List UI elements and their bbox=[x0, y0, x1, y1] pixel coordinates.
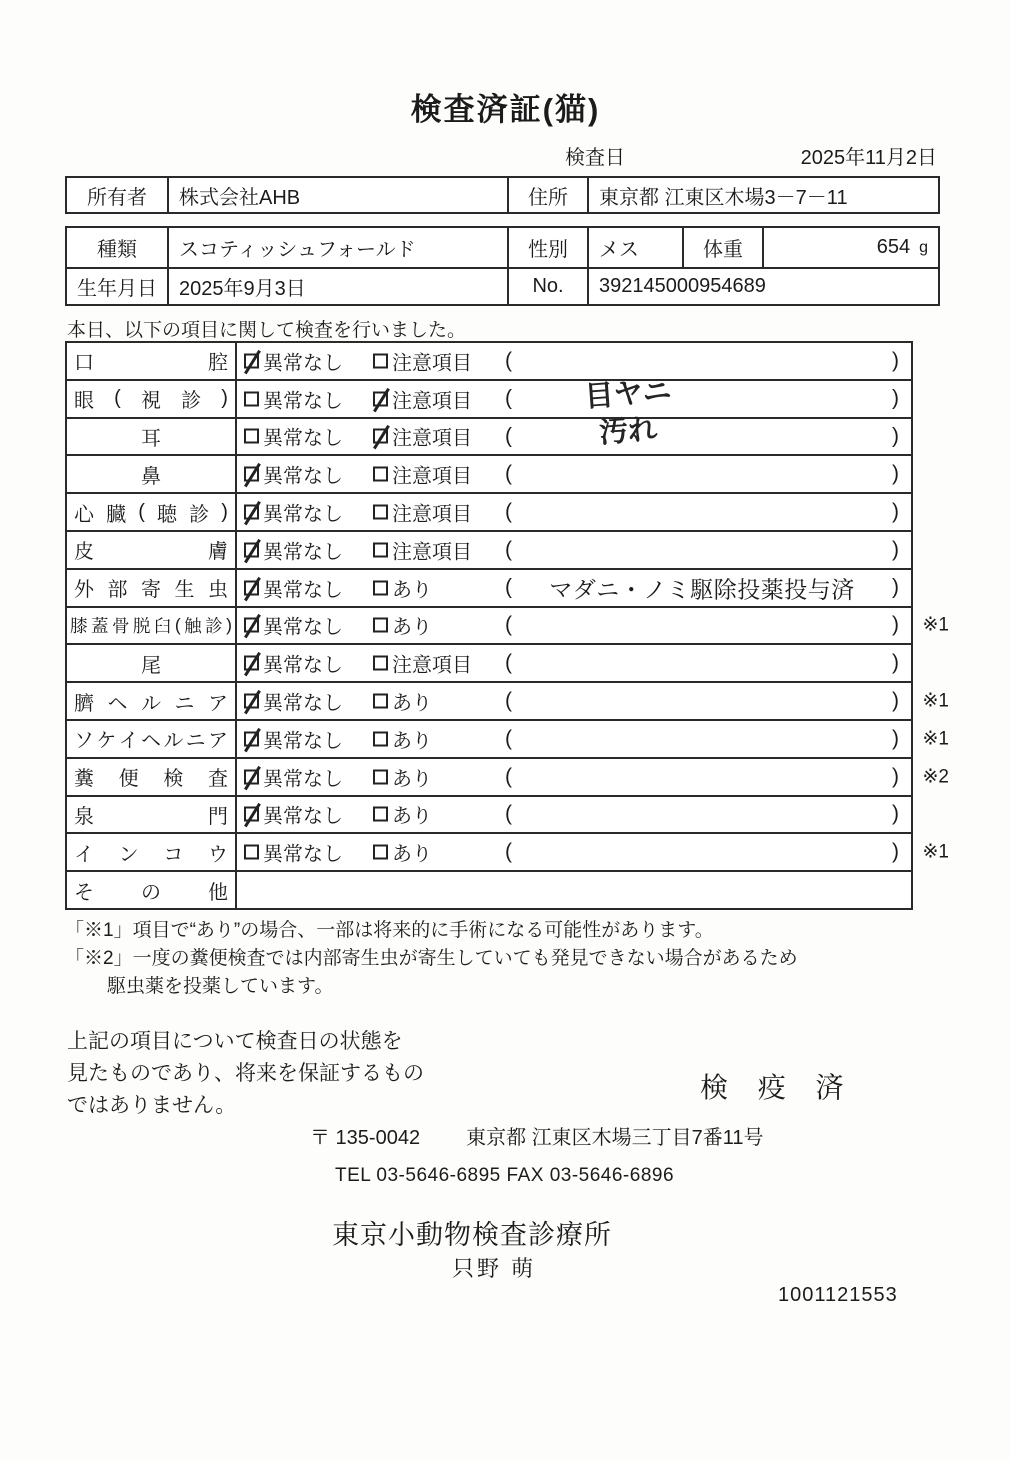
option-label: 異常なし bbox=[263, 616, 343, 639]
label-char: 蓋 bbox=[90, 615, 109, 636]
label-char: 鼻 bbox=[141, 465, 161, 488]
exam-row-content bbox=[237, 608, 911, 644]
remarks-field bbox=[505, 840, 899, 864]
checkbox-attention bbox=[373, 724, 432, 753]
pet-table bbox=[65, 226, 940, 306]
label-char: 診 bbox=[189, 503, 210, 526]
footnote-2: 「※2」一度の糞便検査では内部寄生虫が寄生していても発見できない場合があるため bbox=[65, 948, 798, 969]
exam-row-content bbox=[237, 759, 911, 795]
footnote-mark: ※1 bbox=[922, 690, 949, 712]
exam-row bbox=[67, 834, 949, 872]
close-paren: ) bbox=[892, 689, 899, 713]
option-label: あり bbox=[392, 805, 432, 828]
weight-value bbox=[762, 228, 938, 267]
label-char: ニ bbox=[185, 730, 206, 753]
exam-item-label bbox=[67, 834, 237, 870]
label-char: ソ bbox=[74, 730, 94, 753]
checkbox-attention bbox=[373, 687, 432, 716]
breed-label: 種類 bbox=[97, 239, 137, 261]
label-char: ル bbox=[141, 692, 161, 715]
label-char: ヘ bbox=[140, 730, 161, 753]
option-label: 異常なし bbox=[263, 541, 343, 564]
checked-checkbox-icon bbox=[244, 731, 259, 746]
postal-code: 〒 135-0042 bbox=[310, 1127, 421, 1149]
option-label: 異常なし bbox=[263, 427, 343, 450]
label-char: イ bbox=[118, 730, 139, 753]
exam-row-content bbox=[237, 413, 911, 455]
empty-checkbox-icon bbox=[373, 353, 388, 368]
label-char: 脱 bbox=[132, 615, 151, 636]
checked-checkbox-icon bbox=[244, 618, 259, 633]
option-label: 異常なし bbox=[263, 730, 343, 753]
remarks-field bbox=[505, 571, 899, 604]
option-label: 異常なし bbox=[263, 465, 343, 488]
empty-checkbox-icon bbox=[373, 542, 388, 557]
close-paren: ) bbox=[892, 424, 899, 448]
checked-checkbox-icon bbox=[244, 580, 259, 595]
exam-row-content bbox=[237, 494, 911, 530]
empty-checkbox-icon bbox=[244, 391, 259, 406]
exam-row bbox=[67, 570, 911, 608]
exam-row bbox=[67, 608, 949, 646]
checked-checkbox-icon bbox=[244, 656, 259, 671]
remarks-field bbox=[505, 727, 899, 751]
close-paren: ) bbox=[892, 764, 899, 788]
exam-row bbox=[67, 759, 949, 797]
option-label: 異常なし bbox=[263, 805, 343, 828]
remarks-field bbox=[505, 613, 899, 637]
exam-item-label bbox=[67, 532, 237, 568]
sex-label: 性別 bbox=[507, 228, 587, 267]
label-char: 糞 bbox=[74, 768, 94, 791]
close-paren: ) bbox=[892, 575, 899, 599]
breed-value: スコティッシュフォールド bbox=[167, 228, 507, 267]
label-char: 寄 bbox=[141, 579, 161, 602]
close-paren: ) bbox=[892, 348, 899, 372]
empty-checkbox-icon bbox=[373, 807, 388, 822]
option-label: 注意項目 bbox=[392, 465, 472, 488]
label-char: 骨 bbox=[111, 615, 130, 636]
weight-number: 654 bbox=[876, 236, 911, 258]
checked-checkbox-icon bbox=[244, 694, 259, 709]
remarks-field bbox=[505, 500, 899, 524]
open-paren: ( bbox=[505, 386, 512, 410]
exam-row-content bbox=[237, 532, 911, 568]
label-char: コ bbox=[163, 843, 184, 866]
exam-item-label bbox=[67, 645, 237, 681]
label-char: イ bbox=[74, 843, 94, 866]
label-char: ア bbox=[207, 730, 228, 753]
disclaimer-line-1: 上記の項目について検査日の状態を bbox=[67, 1030, 403, 1053]
remarks-field bbox=[505, 462, 899, 486]
label-char: そ bbox=[74, 881, 94, 904]
sex-value: メス bbox=[587, 228, 682, 267]
address-value: 東京都 江東区木場3－7－11 bbox=[587, 178, 938, 212]
exam-row bbox=[67, 683, 949, 721]
option-label: あり bbox=[392, 616, 432, 639]
label-char: 耳 bbox=[141, 427, 161, 450]
open-paren: ( bbox=[505, 424, 512, 448]
weight-label: 体重 bbox=[682, 228, 762, 267]
exam-table bbox=[65, 341, 949, 910]
label-char: 臓 bbox=[106, 503, 127, 526]
checked-checkbox-icon bbox=[244, 467, 259, 482]
label-char: 心 bbox=[74, 503, 94, 526]
option-label: 注意項目 bbox=[392, 390, 472, 413]
label-char: ( bbox=[138, 500, 145, 523]
exam-item-label bbox=[67, 456, 237, 492]
disclaimer-line-3: ではありません。 bbox=[67, 1094, 237, 1117]
option-label: あり bbox=[392, 768, 432, 791]
close-paren: ) bbox=[892, 840, 899, 864]
checkbox-normal bbox=[244, 498, 343, 527]
exam-row-content bbox=[237, 797, 911, 833]
checkbox-normal bbox=[244, 460, 343, 489]
empty-checkbox-icon bbox=[373, 694, 388, 709]
close-paren: ) bbox=[892, 651, 899, 675]
open-paren: ( bbox=[505, 462, 512, 486]
checked-checkbox-icon bbox=[244, 769, 259, 784]
clinic-postal-line bbox=[310, 1121, 764, 1150]
no-label: No. bbox=[507, 269, 587, 304]
label-char: ル bbox=[163, 730, 184, 753]
label-char: ウ bbox=[207, 843, 228, 866]
checkbox-attention bbox=[373, 573, 432, 602]
document-code: 1001121553 bbox=[778, 1284, 898, 1306]
tel-fax: TEL 03-5646-6895 FAX 03-5646-6896 bbox=[335, 1165, 675, 1186]
label-char: 眼 bbox=[74, 390, 94, 413]
clinic-name: 東京小動物検査診療所 bbox=[332, 1220, 612, 1250]
option-label: 異常なし bbox=[263, 352, 343, 375]
no-value: 392145000954689 bbox=[587, 269, 938, 304]
exam-row bbox=[67, 532, 911, 570]
checkbox-attention bbox=[373, 838, 432, 867]
checkbox-normal bbox=[244, 762, 343, 791]
label-char: 虫 bbox=[208, 579, 228, 602]
inspection-date-row bbox=[565, 141, 937, 170]
exam-intro: 本日、以下の項目に関して検査を行いました。 bbox=[67, 320, 467, 341]
exam-item-label bbox=[67, 494, 237, 530]
empty-checkbox-icon bbox=[373, 618, 388, 633]
empty-checkbox-icon bbox=[373, 731, 388, 746]
checkbox-attention bbox=[373, 535, 472, 564]
note-text: 汚れ bbox=[598, 413, 659, 450]
checkbox-normal bbox=[244, 800, 343, 829]
option-label: 注意項目 bbox=[392, 427, 472, 450]
owner-label: 所有者 bbox=[87, 186, 147, 209]
checkbox-normal bbox=[244, 535, 343, 564]
checkbox-attention bbox=[373, 800, 432, 829]
label-char: 視 bbox=[140, 390, 161, 413]
exam-item-label bbox=[67, 797, 237, 833]
page-title: 検査済証(猫) bbox=[410, 92, 601, 127]
examiner-name: 只野 萌 bbox=[452, 1256, 537, 1281]
open-paren: ( bbox=[505, 840, 512, 864]
exam-item-label bbox=[67, 419, 237, 455]
exam-row bbox=[67, 456, 911, 494]
label-char: ) bbox=[221, 500, 228, 523]
option-label: 異常なし bbox=[263, 579, 343, 602]
weight-unit: g bbox=[919, 238, 928, 256]
exam-row-content bbox=[237, 834, 911, 870]
checkbox-attention bbox=[373, 762, 432, 791]
birthdate-label: 生年月日 bbox=[77, 278, 157, 300]
label-char: ア bbox=[208, 692, 228, 715]
option-label: 注意項目 bbox=[392, 654, 472, 677]
label-char: 触 bbox=[184, 615, 202, 636]
option-label: 異常なし bbox=[263, 503, 343, 526]
open-paren: ( bbox=[505, 348, 512, 372]
exam-row-content bbox=[237, 456, 911, 492]
exam-row-content bbox=[237, 570, 911, 606]
open-paren: ( bbox=[505, 651, 512, 675]
remarks-field bbox=[505, 802, 899, 826]
inspection-date-value: 2025年11月2日 bbox=[800, 147, 937, 169]
exam-item-label bbox=[67, 381, 237, 417]
remarks-field bbox=[505, 651, 899, 675]
inspection-date-label: 検査日 bbox=[565, 147, 625, 169]
option-label: 異常なし bbox=[263, 390, 343, 413]
exam-row bbox=[67, 413, 911, 457]
checkbox-attention bbox=[373, 498, 472, 527]
empty-checkbox-icon bbox=[244, 845, 259, 860]
remarks-field bbox=[505, 413, 899, 457]
footnote-mark: ※1 bbox=[922, 614, 949, 636]
label-char: ン bbox=[118, 843, 139, 866]
checked-checkbox-icon bbox=[373, 391, 388, 406]
checkbox-attention bbox=[373, 346, 472, 375]
option-label: 注意項目 bbox=[392, 352, 472, 375]
exam-row-content bbox=[237, 721, 911, 757]
label-char: ニ bbox=[174, 692, 195, 715]
checkbox-attention bbox=[373, 611, 432, 640]
checkbox-normal bbox=[244, 384, 343, 413]
exam-item-label bbox=[67, 872, 237, 908]
quarantine-stamp: 検 疫 済 bbox=[700, 1072, 855, 1103]
label-char: 検 bbox=[163, 768, 184, 791]
exam-item-label bbox=[67, 721, 237, 757]
label-char: ) bbox=[226, 614, 232, 635]
checkbox-attention bbox=[373, 649, 472, 678]
footnote-1: 「※1」項目で“あり”の場合、一部は将来的に手術になる可能性があります。 bbox=[65, 920, 714, 941]
empty-checkbox-icon bbox=[373, 505, 388, 520]
option-label: 異常なし bbox=[263, 654, 343, 677]
open-paren: ( bbox=[505, 613, 512, 637]
checkbox-attention bbox=[373, 460, 472, 489]
empty-checkbox-icon bbox=[373, 580, 388, 595]
label-char: 診 bbox=[205, 615, 223, 636]
label-char: ) bbox=[221, 387, 228, 410]
clinic-address: 東京都 江東区木場三丁目7番11号 bbox=[466, 1127, 764, 1149]
label-char: ( bbox=[114, 387, 121, 410]
owner-value: 株式会社AHB bbox=[167, 178, 507, 212]
exam-item-label bbox=[67, 608, 237, 644]
checkbox-normal bbox=[244, 611, 343, 640]
checkbox-normal bbox=[244, 573, 343, 602]
close-paren: ) bbox=[892, 386, 899, 410]
label-char: 部 bbox=[107, 579, 128, 602]
birthdate-value: 2025年9月3日 bbox=[167, 269, 507, 304]
footnote-mark: ※1 bbox=[922, 728, 949, 750]
empty-checkbox-icon bbox=[373, 467, 388, 482]
open-paren: ( bbox=[505, 764, 512, 788]
label-char: 診 bbox=[181, 390, 202, 413]
label-char: ヘ bbox=[107, 692, 128, 715]
label-char: ケ bbox=[96, 730, 117, 753]
checkbox-normal bbox=[244, 724, 343, 753]
address-label: 住所 bbox=[507, 178, 587, 212]
option-label: 注意項目 bbox=[392, 503, 472, 526]
checkbox-normal bbox=[244, 687, 343, 716]
note-text: マダニ・ノミ駆除投薬投与済 bbox=[549, 576, 855, 603]
open-paren: ( bbox=[505, 500, 512, 524]
disclaimer-line-2: 見たものであり、将来を保証するもの bbox=[67, 1062, 424, 1085]
checkbox-normal bbox=[244, 649, 343, 678]
close-paren: ) bbox=[892, 802, 899, 826]
option-label: 異常なし bbox=[263, 692, 343, 715]
exam-row-content bbox=[237, 645, 911, 681]
checkbox-normal bbox=[244, 346, 343, 375]
empty-checkbox-icon bbox=[244, 429, 259, 444]
close-paren: ) bbox=[892, 613, 899, 637]
label-char: 口 bbox=[74, 352, 94, 375]
owner-table bbox=[65, 176, 940, 214]
checked-checkbox-icon bbox=[244, 542, 259, 557]
exam-row bbox=[67, 494, 911, 532]
option-label: あり bbox=[392, 730, 432, 753]
label-char: 査 bbox=[207, 768, 228, 791]
remarks-field bbox=[505, 538, 899, 562]
option-label: あり bbox=[392, 579, 432, 602]
label-char: ( bbox=[174, 614, 181, 635]
footnotes bbox=[65, 917, 798, 1001]
label-char: 門 bbox=[208, 805, 228, 828]
label-char: 臍 bbox=[74, 692, 94, 715]
open-paren: ( bbox=[505, 575, 512, 599]
option-label: 注意項目 bbox=[392, 541, 472, 564]
label-char: 尾 bbox=[141, 654, 161, 677]
exam-item-label bbox=[67, 343, 237, 379]
exam-item-label bbox=[67, 683, 237, 719]
open-paren: ( bbox=[505, 726, 512, 750]
label-char: 腔 bbox=[208, 352, 228, 375]
exam-item-label bbox=[67, 759, 237, 795]
label-char: 生 bbox=[174, 579, 195, 602]
close-paren: ) bbox=[892, 726, 899, 750]
checked-checkbox-icon bbox=[244, 505, 259, 520]
label-char: の bbox=[141, 881, 161, 904]
exam-row-content bbox=[237, 872, 911, 908]
exam-row bbox=[67, 645, 911, 683]
option-label: あり bbox=[392, 692, 432, 715]
checkbox-normal bbox=[244, 422, 343, 451]
label-char: 臼 bbox=[153, 615, 172, 636]
empty-checkbox-icon bbox=[373, 845, 388, 860]
label-char: 泉 bbox=[74, 805, 94, 828]
open-paren: ( bbox=[505, 537, 512, 561]
option-label: 異常なし bbox=[263, 843, 343, 866]
label-char: 便 bbox=[118, 768, 139, 791]
exam-item-label bbox=[67, 570, 237, 606]
open-paren: ( bbox=[505, 689, 512, 713]
remarks-field bbox=[505, 765, 899, 789]
label-char: 外 bbox=[74, 579, 94, 602]
label-char: 膝 bbox=[70, 615, 88, 636]
checked-checkbox-icon bbox=[373, 429, 388, 444]
open-paren: ( bbox=[505, 802, 512, 826]
exam-row bbox=[67, 721, 949, 759]
option-label: 異常なし bbox=[263, 768, 343, 791]
close-paren: ) bbox=[892, 462, 899, 486]
footnote-2-continued: 駆虫薬を投薬しています。 bbox=[107, 976, 334, 997]
option-label: あり bbox=[392, 843, 432, 866]
label-char: 皮 bbox=[74, 541, 94, 564]
label-char: 他 bbox=[208, 881, 228, 904]
exam-row bbox=[67, 797, 911, 835]
checked-checkbox-icon bbox=[244, 807, 259, 822]
empty-checkbox-icon bbox=[373, 656, 388, 671]
empty-checkbox-icon bbox=[373, 769, 388, 784]
checked-checkbox-icon bbox=[244, 353, 259, 368]
label-char: 膚 bbox=[208, 541, 228, 564]
exam-row-content bbox=[237, 683, 911, 719]
close-paren: ) bbox=[892, 537, 899, 561]
exam-row bbox=[67, 872, 911, 908]
remarks-field bbox=[505, 689, 899, 713]
label-char: 聴 bbox=[157, 503, 178, 526]
note-text: 目ヤニ bbox=[583, 375, 673, 414]
disclaimer bbox=[67, 1026, 424, 1122]
footnote-mark: ※2 bbox=[922, 766, 949, 788]
close-paren: ) bbox=[892, 500, 899, 524]
footnote-mark: ※1 bbox=[922, 841, 949, 863]
checkbox-normal bbox=[244, 838, 343, 867]
